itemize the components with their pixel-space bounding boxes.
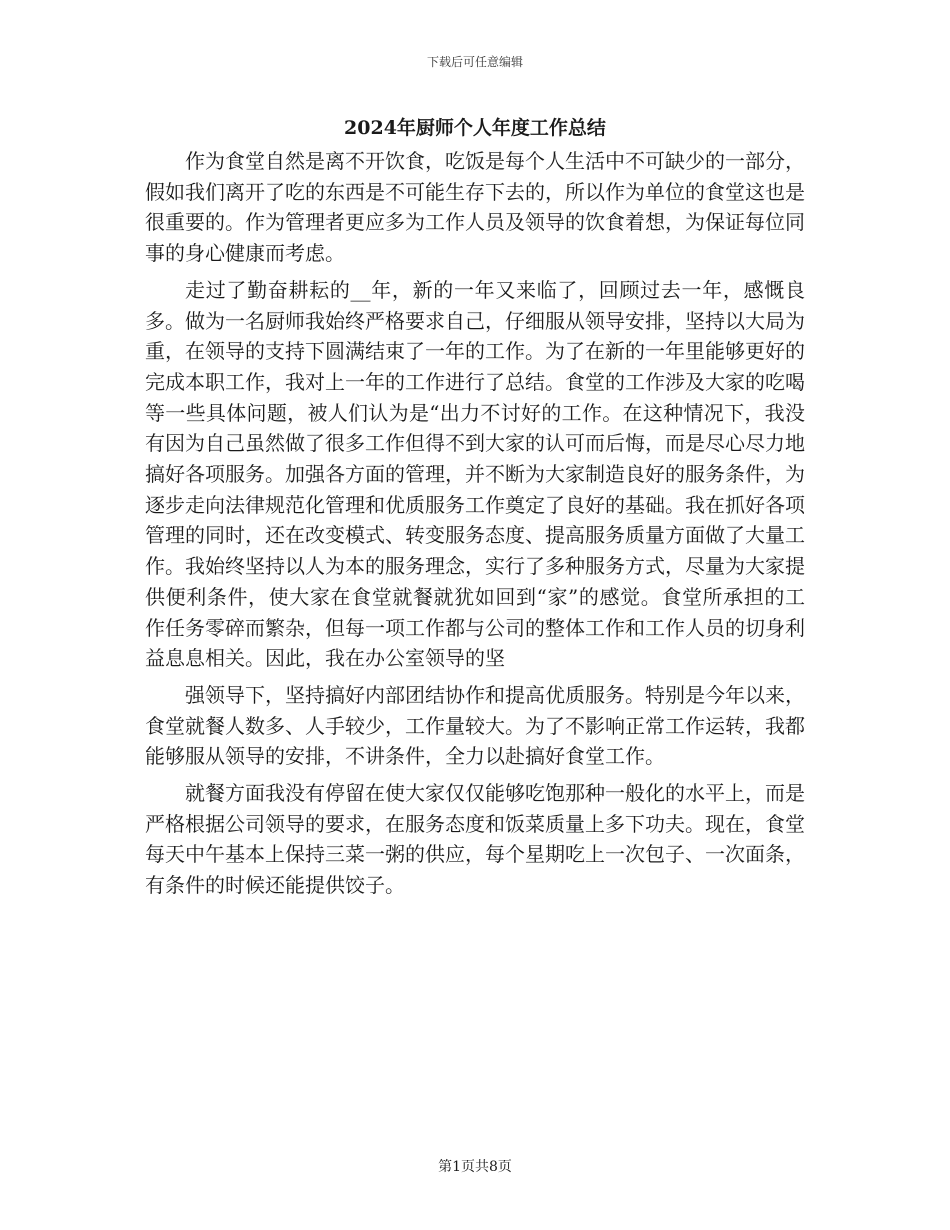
page-number: 第1页共8页	[438, 1159, 512, 1175]
paragraph: 强领导下，坚持搞好内部团结协作和提高优质服务。特别是今年以来，食堂就餐人数多、人手较少，工作量较大。为了不影响正常工作运转，我都能够服从领导的安排，不讲条件，全力以赴搞好食堂工作。	[145, 682, 805, 769]
document-title: 2024年厨师个人年度工作总结	[344, 117, 606, 139]
paragraph: 作为食堂自然是离不开饮食，吃饭是每个人生活中不可缺少的一部分，假如我们离开了吃的东西是不可能生存下去的，所以作为单位的食堂这也是很重要的。作为管理者更应多为工作人员及领导的饮食着想，为保证每位同事的身心健康而考虑。	[145, 149, 805, 266]
header-note: 下载后可任意编辑	[426, 55, 523, 69]
document-body	[145, 146, 805, 907]
paragraph: 就餐方面我没有停留在使大家仅仅能够吃饱那种一般化的水平上，而是严格根据公司领导的要求，在服务态度和饭菜质量上多下功夫。现在，食堂每天中午基本上保持三菜一粥的供应，每个星期吃上一次包子、一次面条，有条件的时候还能提供饺子。	[145, 781, 805, 898]
paragraph: 走过了勤奋耕耘的__年，新的一年又来临了，回顾过去一年，感慨良多。做为一名厨师我始终严格要求自己，仔细服从领导安排，坚持以大局为重，在领导的支持下圆满结束了一年的工作。为了在新的一年里能够更好的完成本职工作，我对上一年的工作进行了总结。食堂的工作涉及大家的吃喝等一些具体问题，被人们认为是“出力不讨好的工作。在这种情况下，我没有因为自己虽然做了很多工作但得不到大家的认可而后悔，而是尽心尽力地搞好各项服务。加强各方面的管理，并不断为大家制造良好的服务条件，为逐步走向法律规范化管理和优质服务工作奠定了良好的基础。我在抓好各项管理的同时，还在改变模式、转变服务态度、提高服务质量方面做了大量工作。我始终坚持以人为本的服务理念，实行了多种服务方式，尽量为大家提供便利条件，使大家在食堂就餐就犹如回到“家”的感觉。食堂所承担的工作任务零碎而繁杂，但每一项工作都与公司的整体工作和工作人员的切身利益息息相关。因此，我在办公室领导的坚	[145, 277, 805, 671]
